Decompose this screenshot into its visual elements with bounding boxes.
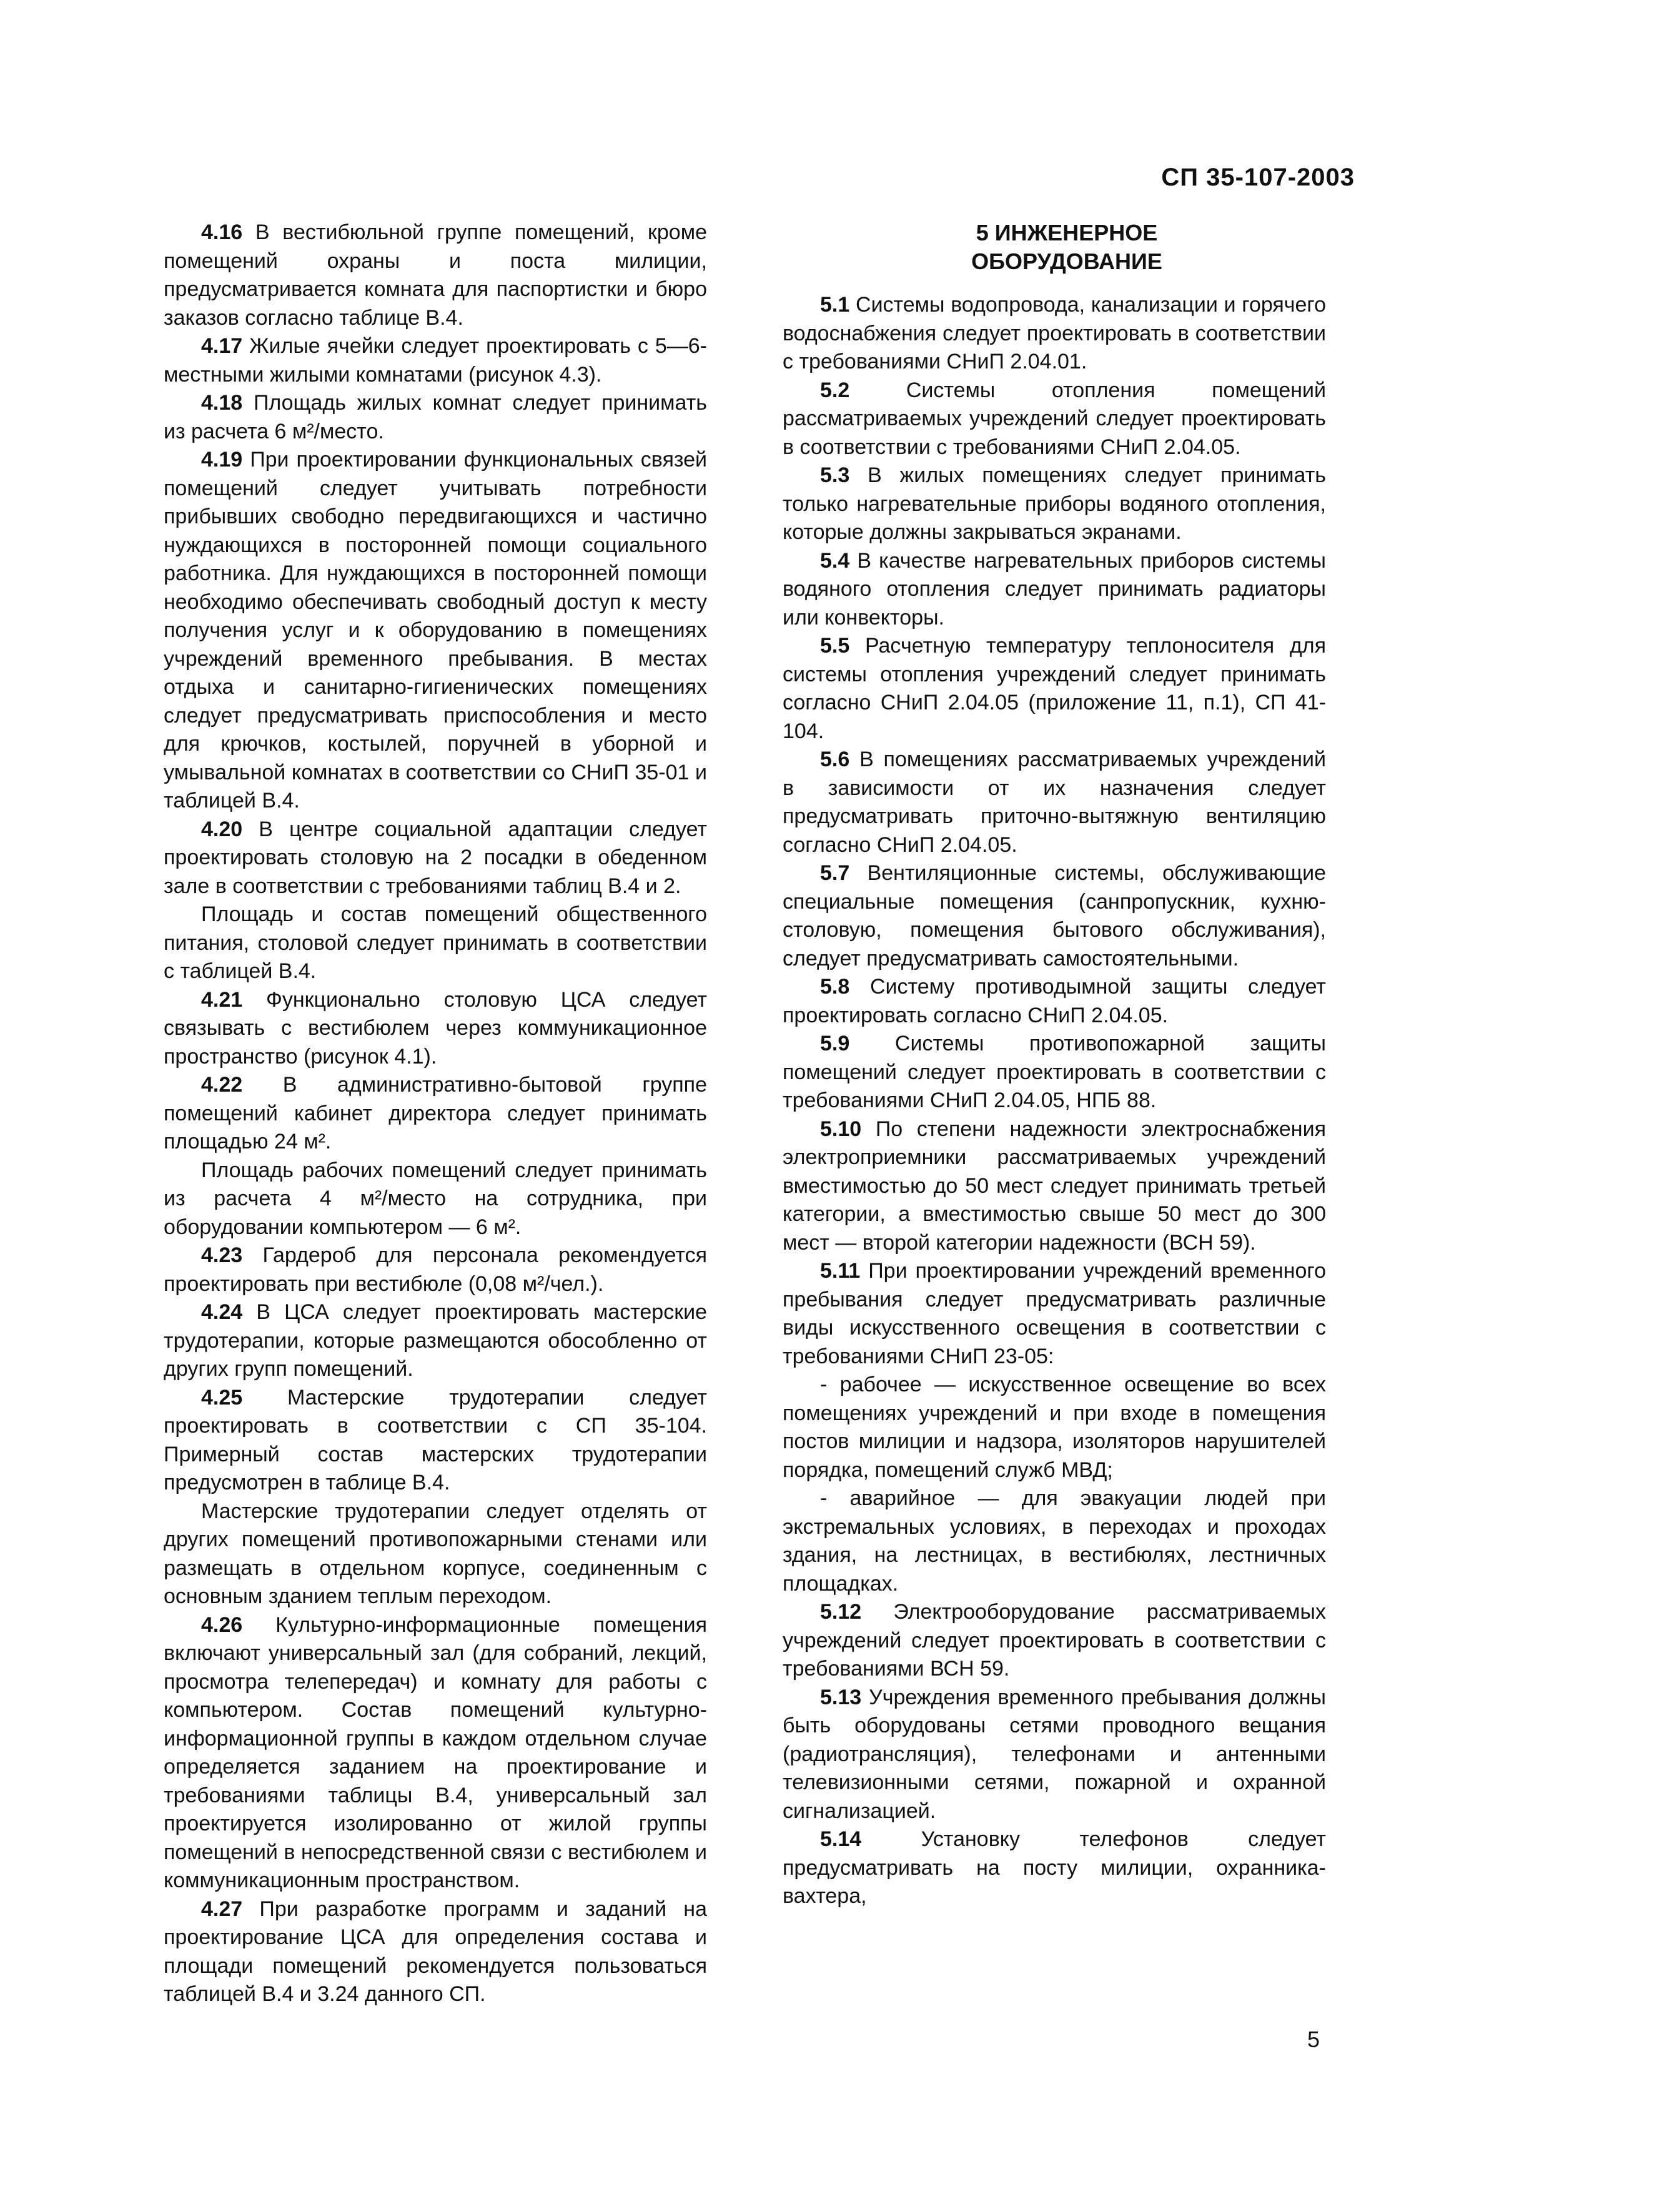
- paragraph: [783, 1115, 1326, 1258]
- paragraph: [783, 1371, 1326, 1484]
- paragraph-text: - аварийное — для эвакуации людей при экстремальных условиях, в переходах и проходах здания, на лестницах, в вестибюлях, лестничных площадках.: [783, 1486, 1326, 1596]
- paragraph: [783, 859, 1326, 973]
- clause-number: 5.6: [820, 748, 850, 771]
- clause-number: 5.11: [820, 1259, 861, 1283]
- paragraph-text: В центре социальной адаптации следует проектировать столовую на 2 посадки в обеденном зале в соответствии с требованиями таблиц В.4 и 2.: [164, 817, 707, 898]
- paragraph-text: Систему противодымной защиты следует проектировать согласно СНиП 2.04.05.: [783, 975, 1326, 1027]
- clause-number: 5.13: [820, 1685, 862, 1709]
- paragraph-text: Мастерские трудотерапии следует проектировать в соответствии с СП 35-104. Примерный состав мастерских трудотерапии предусмотрен в таблице В.4.: [164, 1385, 707, 1494]
- paragraph: [164, 986, 707, 1072]
- paragraph-text: При проектировании учреждений временного пребывания следует предусматривать различные виды искусственного освещения в соответствии с требованиями СНиП 23-05:: [783, 1259, 1326, 1368]
- document-code: СП 35-107-2003: [1161, 164, 1355, 191]
- paragraph: [783, 547, 1326, 633]
- paragraph-text: Гардероб для персонала рекомендуется проектировать при вестибюле (0,08 м²/чел.).: [164, 1243, 707, 1296]
- paragraph: [164, 1298, 707, 1384]
- paragraph-text: Расчетную температуру теплоносителя для системы отопления учреждений следует принимать согласно СНиП 2.04.05 (приложение 11, п.1), СП 41-104.: [783, 634, 1326, 743]
- clause-number: 5.5: [820, 634, 850, 658]
- clause-number: 5.1: [820, 293, 850, 317]
- clause-number: 4.18: [201, 391, 243, 415]
- paragraph: [164, 332, 707, 389]
- clause-number: 5.7: [820, 861, 850, 885]
- paragraph: [783, 1684, 1326, 1826]
- clause-number: 5.10: [820, 1117, 862, 1141]
- paragraph-text: Учреждения временного пребывания должны быть оборудованы сетями проводного вещания (радиотрансляция), телефонами и антенными телевизионными сетями, пожарной и охранной сигнализацией.: [783, 1685, 1326, 1823]
- paragraph: [783, 1030, 1326, 1115]
- clause-number: 5.3: [820, 463, 850, 487]
- paragraph: [783, 1598, 1326, 1684]
- paragraph-text: Площадь и состав помещений общественного питания, столовой следует принимать в соответствии с таблицей В.4.: [164, 902, 707, 983]
- clause-number: 4.26: [201, 1612, 243, 1637]
- clause-number: 4.20: [201, 817, 243, 841]
- paragraph-text: Мастерские трудотерапии следует отделять от других помещений противопожарными стенами или размещать в отдельном корпусе, соединенным с основным зданием теплым переходом.: [164, 1499, 707, 1608]
- paragraph-text: Площадь рабочих помещений следует принимать из расчета 4 м²/место на сотрудника, при оборудовании компьютером — 6 м².: [164, 1158, 707, 1239]
- paragraph: [783, 1825, 1326, 1911]
- paragraph-text: Жилые ячейки следует проектировать с 5—6-местными жилыми комнатами (рисунок 4.3).: [164, 334, 707, 387]
- clause-number: 5.12: [820, 1600, 862, 1624]
- paragraph: [164, 1157, 707, 1242]
- paragraph-text: Культурно-информационные помещения включают универсальный зал (для собраний, лекций, просмотра телепередач) и комнату для работы с компьютером. Состав помещений культурно-информационной группы в каждом отдельном случае определяется заданием на проектирование и требованиями таблицы В.4, универсальный зал проектируется изолированно от жилой группы помещений в непосредственной связи с вестибюлем и коммуникационным пространством.: [164, 1612, 707, 1892]
- clause-number: 4.16: [201, 220, 243, 244]
- paragraph: [783, 1257, 1326, 1371]
- paragraph-text: В административно-бытовой группе помещений кабинет директора следует принимать площадью 24 м².: [164, 1073, 707, 1153]
- paragraph: [164, 1071, 707, 1157]
- clause-number: 5.2: [820, 378, 850, 402]
- clause-number: 4.21: [201, 987, 243, 1012]
- paragraph-text: Электрооборудование рассматриваемых учреждений следует проектировать в соответствии с требованиями ВСН 59.: [783, 1600, 1326, 1681]
- paragraph-text: Системы противопожарной защиты помещений следует проектировать в соответствии с требованиями СНиП 2.04.05, НПБ 88.: [783, 1032, 1326, 1112]
- paragraph-text: При разработке программ и заданий на проектирование ЦСА для определения состава и площади помещений рекомендуется пользоваться таблицей В.4 и 3.24 данного СП.: [164, 1897, 707, 2006]
- section-title-line2: ОБОРУДОВАНИЕ: [971, 249, 1162, 274]
- page-number: 5: [1307, 2027, 1320, 2052]
- clause-number: 5.14: [820, 1827, 862, 1851]
- clause-number: 4.27: [201, 1897, 243, 1921]
- paragraph-text: - рабочее — искусственное освещение во всех помещениях учреждений и при входе в помещения постов милиции и надзора, изоляторов нарушителей порядка, помещений служб МВД;: [783, 1373, 1326, 1482]
- clause-number: 4.19: [201, 448, 243, 472]
- clause-number: 5.8: [820, 975, 850, 999]
- paragraph: [783, 973, 1326, 1030]
- paragraph: [164, 1611, 707, 1895]
- clause-number: 4.24: [201, 1300, 243, 1324]
- paragraph: [164, 389, 707, 446]
- paragraph: [783, 462, 1326, 547]
- paragraph-text: Функционально столовую ЦСА следует связывать с вестибюлем через коммуникационное пространство (рисунок 4.1).: [164, 987, 707, 1069]
- clause-number: 4.17: [201, 334, 243, 358]
- paragraph-text: В качестве нагревательных приборов системы водяного отопления следует принимать радиаторы или конвекторы.: [783, 548, 1326, 630]
- paragraph: [783, 377, 1326, 462]
- paragraph: [164, 1498, 707, 1611]
- paragraph-text: В ЦСА следует проектировать мастерские трудотерапии, которые размещаются обособленно от других групп помещений.: [164, 1300, 707, 1381]
- right-paragraphs: [783, 291, 1326, 1911]
- paragraph-text: Системы водопровода, канализации и горячего водоснабжения следует проектировать в соответствии с требованиями СНиП 2.04.01.: [783, 293, 1326, 373]
- paragraph-text: Установку телефонов следует предусматривать на посту милиции, охранника-вахтера,: [783, 1827, 1326, 1908]
- paragraph-text: Площадь жилых комнат следует принимать из расчета 6 м²/место.: [164, 391, 707, 443]
- clause-number: 5.9: [820, 1032, 850, 1055]
- paragraph-text: Вентиляционные системы, обслуживающие специальные помещения (санпропускник, кухню-столовую, помещения бытового обслуживания), следует предусматривать самостоятельными.: [783, 861, 1326, 970]
- paragraph-text: Системы отопления помещений рассматриваемых учреждений следует проектировать в соответствии с требованиями СНиП 2.04.05.: [783, 378, 1326, 459]
- paragraph: [783, 1484, 1326, 1598]
- left-column: [164, 219, 707, 2009]
- paragraph: [783, 291, 1326, 377]
- clause-number: 4.23: [201, 1243, 243, 1267]
- paragraph: [164, 1384, 707, 1498]
- clause-number: 4.22: [201, 1073, 243, 1097]
- section-title-line1: 5 ИНЖЕНЕРНОЕ: [976, 220, 1158, 245]
- paragraph-text: В вестибюльной группе помещений, кроме помещений охраны и поста милиции, предусматривается комната для паспортистки и бюро заказов согласно таблице В.4.: [164, 220, 707, 330]
- paragraph: [783, 632, 1326, 746]
- paragraph: [164, 816, 707, 901]
- clause-number: 5.4: [820, 548, 850, 573]
- paragraph: [783, 746, 1326, 859]
- paragraph-text: В жилых помещениях следует принимать только нагревательные приборы водяного отопления, которые должны закрываться экранами.: [783, 463, 1326, 544]
- paragraph: [164, 219, 707, 332]
- right-column: [783, 219, 1326, 1911]
- paragraph-text: В помещениях рассматриваемых учреждений в зависимости от их назначения следует предусматривать приточно-вытяжную вентиляцию согласно СНиП 2.04.05.: [783, 748, 1326, 857]
- section-title: [783, 219, 1326, 276]
- paragraph-text: По степени надежности электроснабжения электроприемники рассматриваемых учреждений вместимостью до 50 мест следует принимать третьей категории, а вместимостью свыше 50 мест до 300 мест — второй категории надежности (ВСН 59).: [783, 1117, 1326, 1255]
- paragraph: [164, 1242, 707, 1298]
- paragraph-text: При проектировании функциональных связей помещений следует учитывать потребности прибывших свободно передвигающихся и частично нуждающихся в посторонней помощи социального работника. Для нуждающихся в посторонней помощи необходимо обеспечивать свободный доступ к месту получения услуг и к оборудованию в помещениях учреждений временного пребывания. В местах отдыха и санитарно-гигиенических помещениях следует предусматривать приспособления и место для крючков, костылей, поручней в уборной и умывальной комнатах в соответствии со СНиП 35-01 и таблицей В.4.: [164, 448, 707, 812]
- paragraph: [164, 446, 707, 816]
- paragraph: [164, 901, 707, 986]
- paragraph: [164, 1895, 707, 2009]
- clause-number: 4.25: [201, 1385, 243, 1410]
